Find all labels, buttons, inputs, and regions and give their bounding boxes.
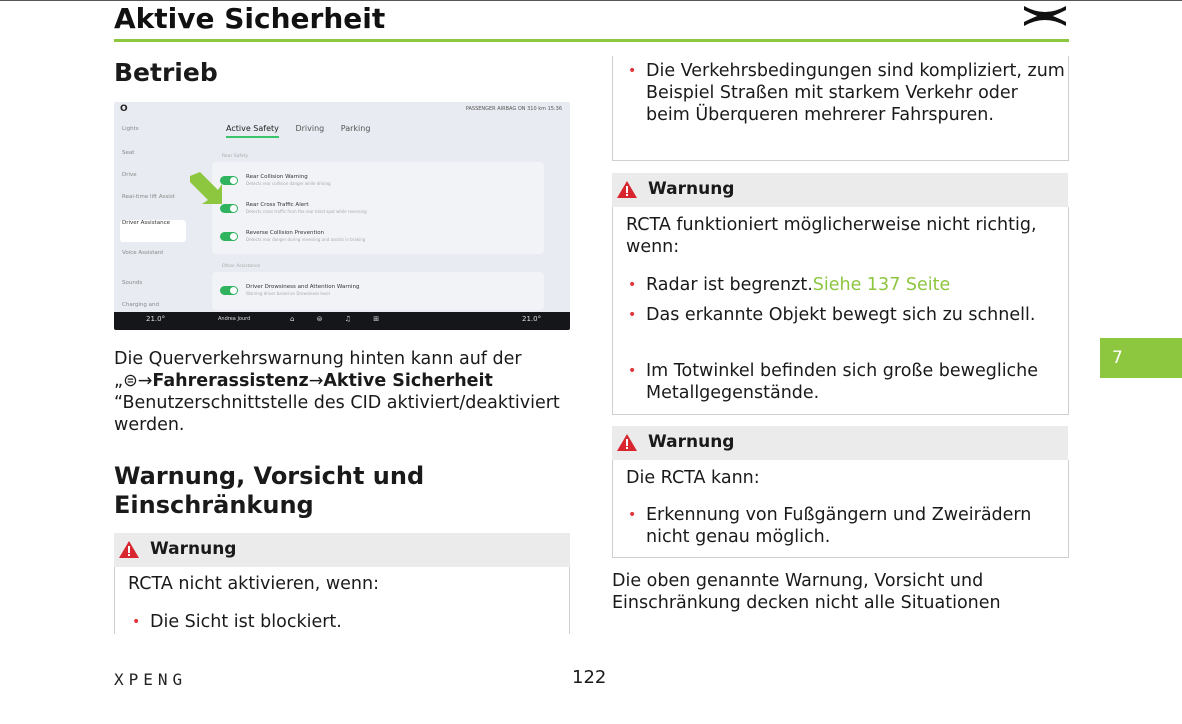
green-pointer-arrow-icon: [188, 170, 224, 206]
cid-logo-icon: O: [120, 104, 128, 114]
chapter-tab: [1100, 338, 1182, 378]
cid-row-subtitle: Detects rear collision danger while driving: [246, 181, 331, 186]
cid-tab: Active Safety: [226, 124, 279, 138]
closing-paragraph: Die oben genannte Warnung, Vorsicht und Einschränkung decken nicht alle Situationen: [612, 571, 1001, 613]
bullet-item: • Erkennung von Fußgängern und Zweirädern nicht genau möglich.: [624, 504, 1066, 548]
warning-triangle-icon: [118, 540, 140, 559]
warning-intro: RCTA funktioniert möglicherweise nicht richtig, wenn:: [626, 215, 1037, 257]
cid-sidebar-item-selected: Driver Assistance: [120, 220, 186, 242]
warning-triangle-icon: [616, 433, 638, 452]
box-border: [1068, 207, 1069, 414]
cid-sidebar-item: Drive: [122, 172, 137, 178]
bullet-text: Radar ist begrenzt.: [646, 275, 813, 295]
box-border: [612, 56, 613, 160]
box-border: [569, 567, 570, 634]
page-title: Aktive Sicherheit: [114, 2, 386, 35]
cid-tab: Driving: [295, 124, 325, 133]
bullet-item: [624, 274, 1066, 296]
bullet-item: • Das erkannte Objekt bewegt sich zu schnell.: [624, 304, 1066, 326]
cid-bottom-icons: ⌂ ⊜ ♫ ⊞: [290, 315, 390, 323]
toggle-on-icon: [220, 286, 238, 295]
cid-sidebar-item: Lights: [122, 126, 139, 132]
box-border: [612, 207, 613, 414]
cid-row-title: Driver Drowsiness and Attention Warning: [246, 284, 360, 290]
bullet-item: • Im Totwinkel befinden sich große bewegliche Metallgegenstände.: [624, 360, 1066, 404]
warning-label: Warnung: [648, 179, 735, 199]
page-reference-link[interactable]: Siehe 137 Seite: [812, 275, 951, 295]
cid-group: [212, 162, 544, 254]
cid-tabs: [226, 124, 384, 138]
cid-temp-left: 21.0°: [146, 315, 166, 323]
box-border: [612, 460, 613, 557]
menu-path-bold: Fahrerassistenz: [152, 371, 309, 391]
cid-screenshot: [114, 102, 570, 330]
top-rule: [0, 0, 1182, 1]
cid-sidebar-item: Voice Assistant: [122, 250, 164, 256]
cid-row-title: Rear Collision Warning: [246, 174, 308, 180]
cid-tab: Parking: [340, 124, 371, 133]
bullet-item: • Die Sicht ist blockiert.: [128, 611, 570, 633]
cid-row-subtitle: Detects rear danger during reversing and assists in braking: [246, 237, 366, 242]
cid-sidebar-item: Sounds: [122, 280, 143, 286]
cid-row-title: Rear Cross Traffic Alert: [246, 202, 309, 208]
cid-row-subtitle: Warning driver based on Drowsiness level: [246, 291, 330, 296]
toggle-on-icon: [220, 232, 238, 241]
box-border: [612, 414, 1069, 415]
cid-group: [212, 272, 544, 310]
box-border: [114, 567, 115, 634]
cid-media-title: Andrea Jourd: [218, 316, 251, 322]
warning-header: [612, 426, 1068, 460]
menu-path-bold: Aktive Sicherheit: [323, 371, 493, 391]
brand-logo: XPENG: [114, 670, 188, 689]
warning-label: Warnung: [648, 432, 735, 452]
bullet-item: • Die Verkehrsbedingungen sind kompliziert, zum Beispiel Straßen mit starkem Verkehr oder beim Überqueren mehrerer Fahrspuren.: [624, 60, 1066, 126]
cid-row-title: Reverse Collision Prevention: [246, 230, 325, 236]
cid-sidebar: [114, 116, 196, 312]
box-border: [612, 557, 1069, 558]
warning-intro: RCTA nicht aktivieren, wenn:: [128, 574, 379, 594]
para-text: “Benutzerschnittstelle des CID aktiviert/deaktiviert werden.: [114, 393, 560, 435]
arrow-icon: →: [137, 371, 153, 391]
para-text: Die Querverkehrswarnung hinten kann auf der „: [114, 349, 522, 391]
warning-triangle-icon: [616, 180, 638, 199]
intro-paragraph: [114, 348, 584, 436]
box-border: [1068, 460, 1069, 557]
cid-sidebar-item: Charging and: [122, 302, 159, 308]
warning-intro: Die RCTA kann:: [626, 468, 760, 488]
cid-sidebar-item: Real-time lift Assist: [122, 194, 175, 200]
cid-group-label: Rear Safety: [222, 154, 249, 159]
warning-header: [114, 533, 570, 567]
cid-bottom-bar: [114, 312, 570, 330]
cid-temp-right: 21.0°: [522, 315, 542, 323]
title-underline: [114, 39, 1069, 42]
section-heading-betrieb: Betrieb: [114, 58, 218, 87]
arrow-icon: →: [308, 371, 324, 391]
warning-header: [612, 173, 1068, 207]
xpeng-logo-icon: [1022, 4, 1068, 28]
page-number: 122: [572, 667, 607, 688]
cid-group-label: Other Assistance: [222, 264, 261, 269]
box-border: [1068, 56, 1069, 160]
chapter-number: 7: [1112, 348, 1123, 368]
section-heading-warnings: Warnung, Vorsicht und Einschränkung: [114, 462, 425, 519]
cid-status-bar: PASSENGER AIRBAG ON 310 km 15:36: [465, 106, 562, 112]
cid-sidebar-item: Seat: [122, 150, 135, 156]
cid-row-subtitle: Detects cross traffic from the rear blind spot while reversing: [246, 209, 367, 214]
warning-label: Warnung: [150, 539, 237, 559]
box-border: [612, 160, 1069, 161]
car-icon: ⊜: [123, 371, 138, 391]
